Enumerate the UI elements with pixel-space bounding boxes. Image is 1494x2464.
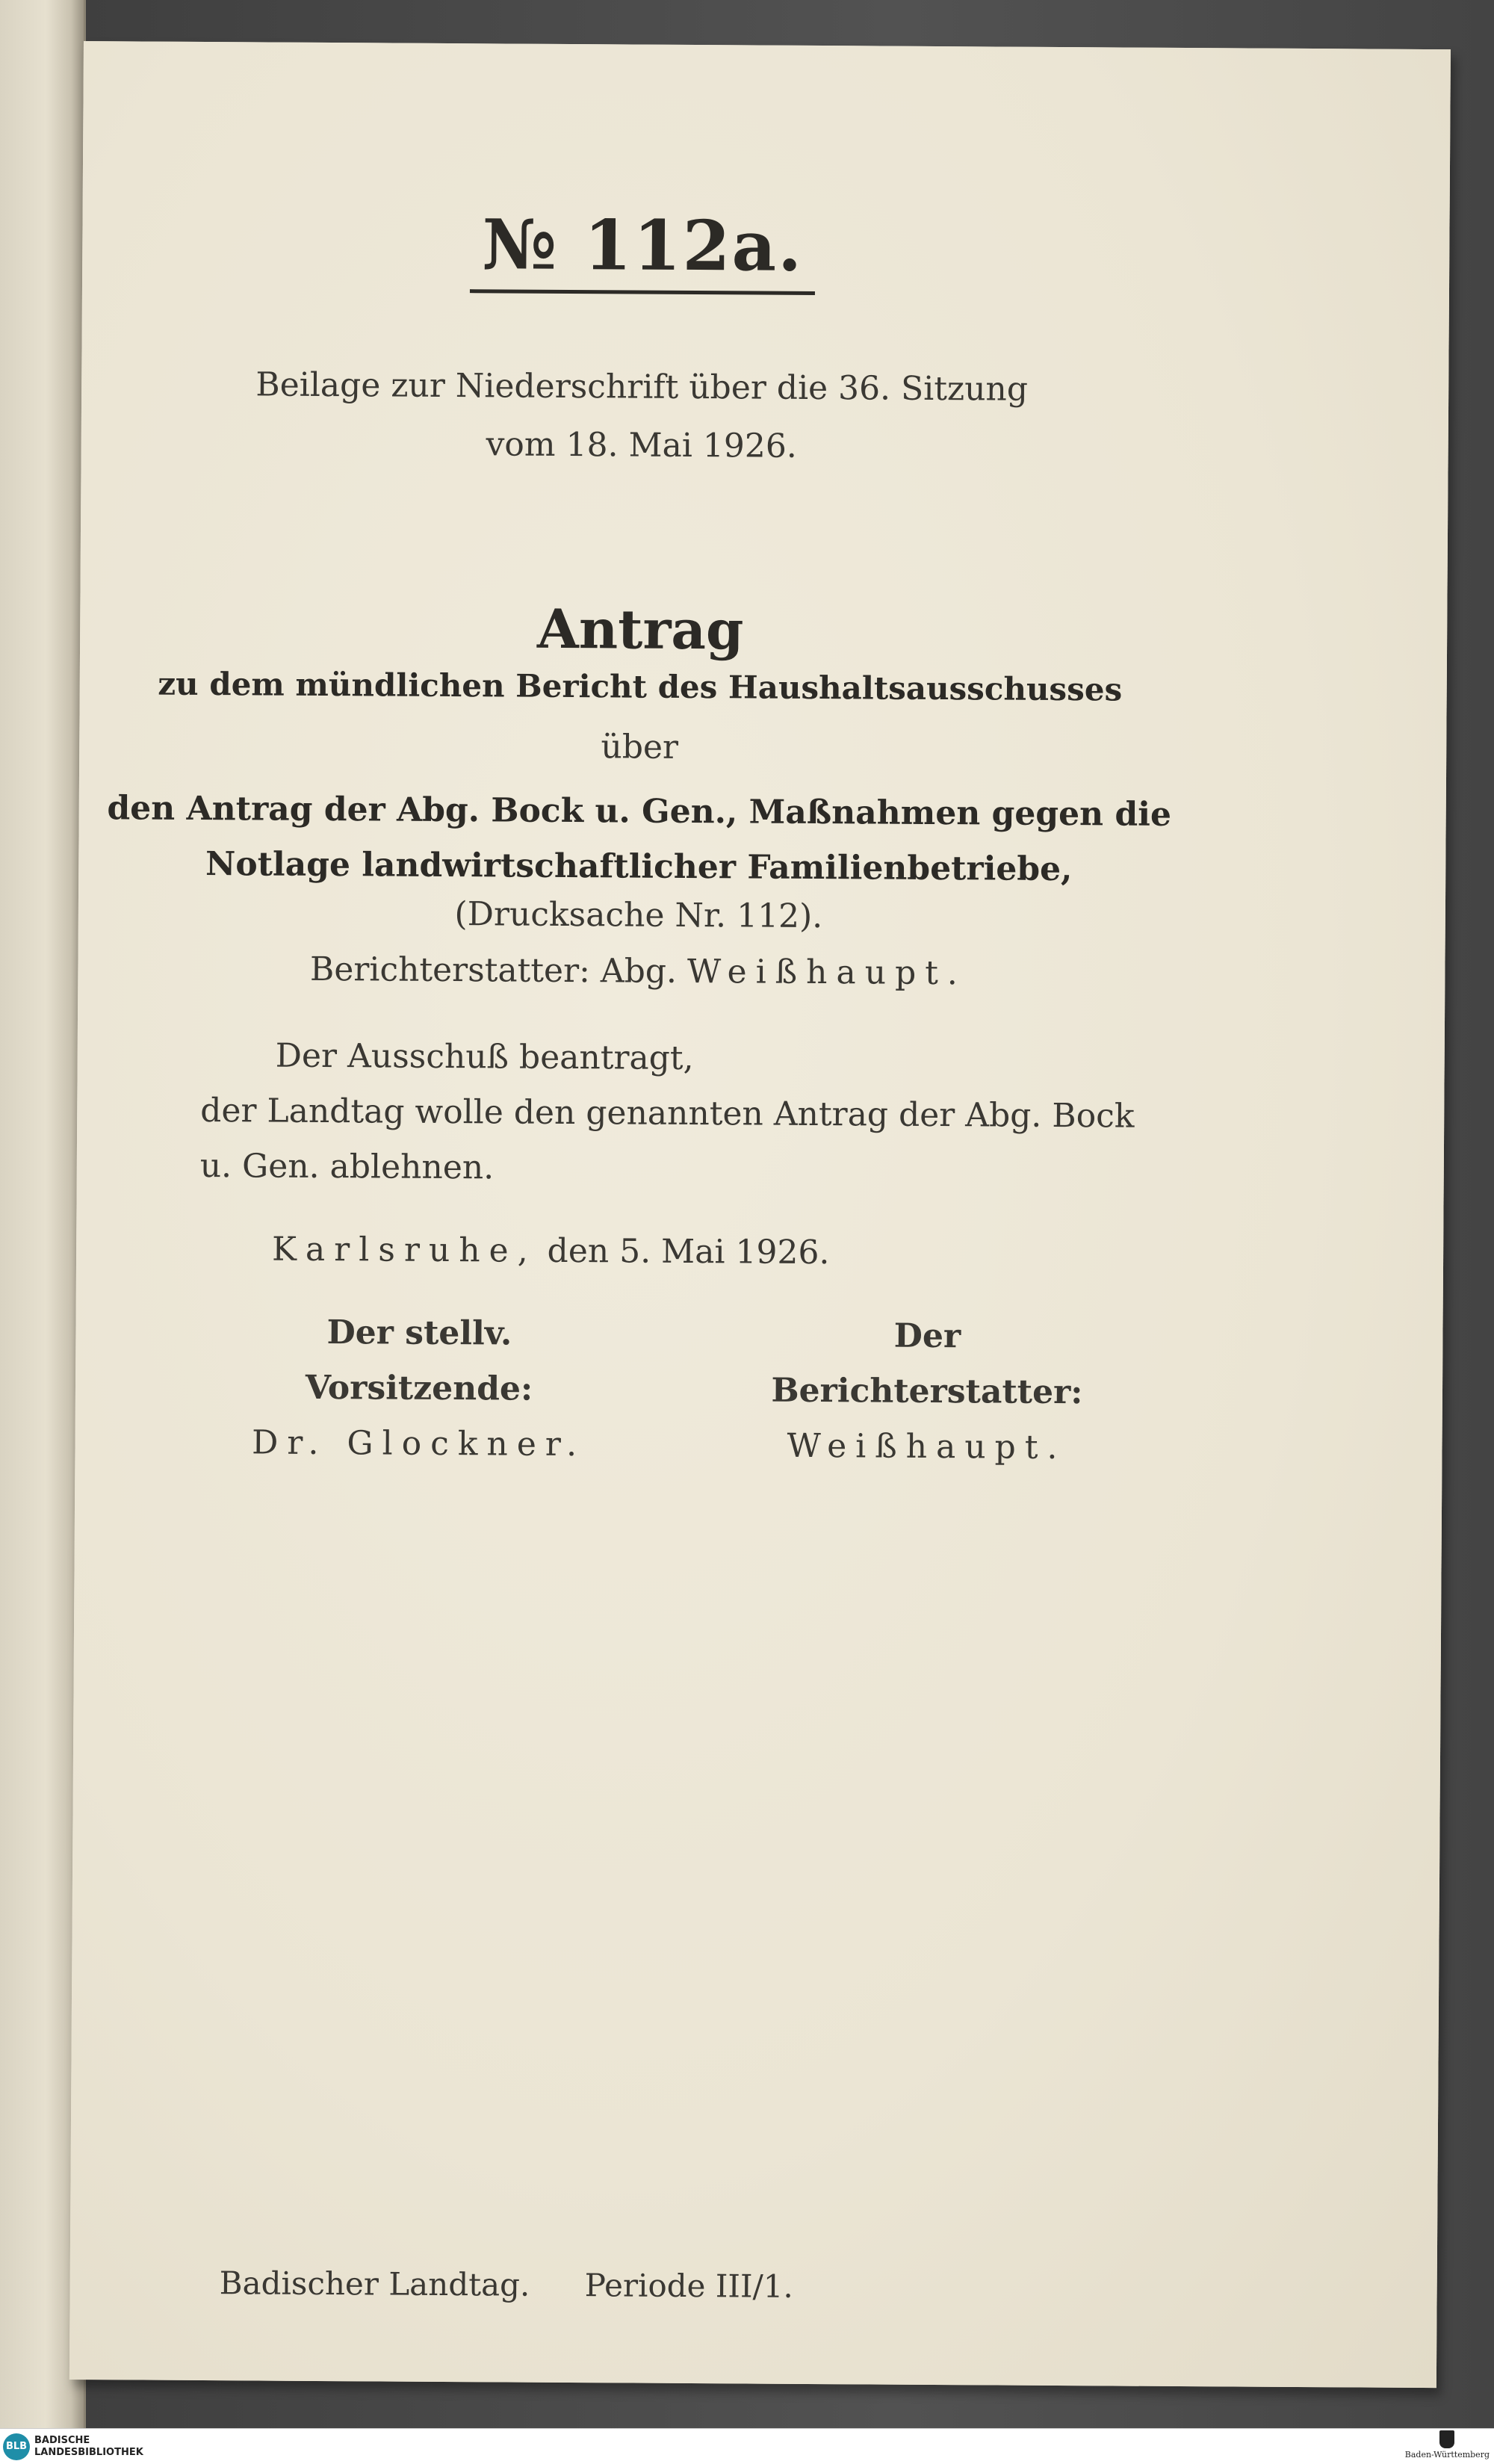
signature-reporter (732, 1307, 1121, 1476)
signature-chair (224, 1304, 613, 1473)
document-number-text: № 112a. (470, 204, 815, 295)
signature-reporter-role: Der Berichterstatter: (771, 1316, 1083, 1412)
document-heading: Antrag (536, 596, 744, 662)
resolution-line-2: u. Gen. ablehnen. (199, 1146, 495, 1187)
footer-body: Badischer Landtag. (219, 2265, 530, 2303)
resolution-paragraph (200, 1028, 1209, 1200)
coat-of-arms-icon (1439, 2430, 1454, 2448)
blb-logo-icon[interactable]: BLB (3, 2433, 30, 2460)
reporter-label: Berichterstatter: Abg. (309, 950, 678, 991)
document-page (69, 41, 1451, 2388)
document-subheading: zu dem mündlichen Bericht des Haushaltsausschusses (158, 665, 1123, 708)
place-date: den 5. Mai 1926. (547, 1231, 830, 1272)
library-name-line-2: LANDESBIBLIOTHEK (34, 2447, 143, 2458)
document-number (82, 202, 1203, 297)
signature-reporter-name: Weißhaupt. (787, 1426, 1067, 1467)
footer-period: Periode III/1. (584, 2267, 793, 2305)
reporter-name: Weißhaupt. (686, 952, 967, 993)
state-logo (1405, 2430, 1490, 2460)
committee-line: Der Ausschuß beantragt, (275, 1036, 694, 1078)
place-name: Karlsruhe, (271, 1230, 537, 1270)
signature-chair-name: Dr. Glockner. (251, 1423, 586, 1464)
state-label: Baden-Württemberg (1404, 2450, 1490, 2460)
library-bar (0, 2428, 1494, 2464)
motion-line-2: Notlage landwirtschaftlicher Familienbetriebe, (205, 845, 1073, 889)
supplement-line-2: vom 18. Mai 1926. (486, 425, 798, 465)
resolution-line-1: der Landtag wolle den genannten Antrag der Abg. Bock (200, 1091, 1135, 1136)
reporter-line (78, 949, 1198, 994)
supplement-note (81, 355, 1202, 478)
place-and-date (272, 1231, 830, 1272)
about-word: über (601, 728, 679, 767)
library-name (34, 2435, 143, 2459)
page-footer (220, 2265, 793, 2305)
motion-line-1: den Antrag der Abg. Bock u. Gen., Maßnahmen gegen die (107, 789, 1172, 834)
signature-chair-role: Der stellv. Vorsitzende: (305, 1313, 533, 1408)
printed-matter-ref: (Drucksache Nr. 112). (454, 895, 823, 936)
motion-title (78, 781, 1200, 898)
library-name-line-1: BADISCHE (34, 2435, 90, 2446)
supplement-line-1: Beilage zur Niederschrift über die 36. Sitzung (255, 365, 1029, 409)
